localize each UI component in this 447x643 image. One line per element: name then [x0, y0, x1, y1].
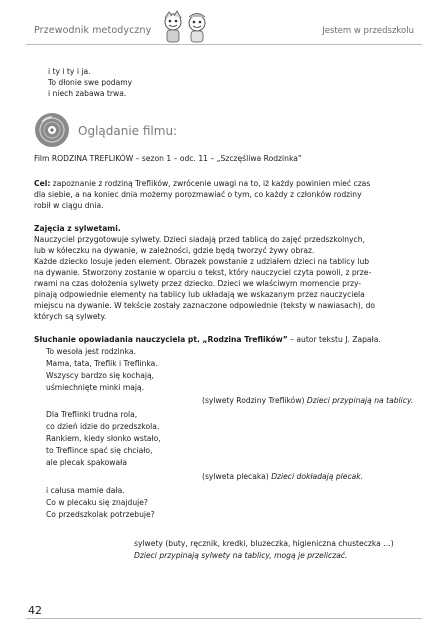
- poem-line: co dzień idzie do przedszkola.: [46, 422, 160, 431]
- goal-paragraph-line: dla siebie, a na koniec dnia możemy porozmawiać o tym, co każdy z członków rodziny: [34, 190, 362, 199]
- footer-divider: [26, 618, 422, 619]
- poem-note: [202, 472, 363, 482]
- activity-paragraph-line: lub w kółeczku na dywanie, w zależności, gdzie będą tworzyć żywy obraz.: [34, 246, 315, 255]
- film-disc-icon: [34, 112, 70, 148]
- header-book-title: Przewodnik metodyczny: [34, 25, 152, 36]
- poem-line: uśmiechnięte minki mają.: [46, 383, 145, 392]
- poem-line: to Treflince spać się chciało,: [46, 446, 153, 455]
- page-header: [26, 14, 422, 45]
- story-author: – autor tekstu J. Zapała.: [287, 335, 381, 344]
- goal-label: Cel:: [34, 179, 51, 188]
- activity-paragraph-line: miejscu na dywanie. W tekście zostały zaznaczone odpowiednie (teksty w nawiasach), do: [34, 301, 376, 310]
- page-number: 42: [28, 604, 42, 617]
- header-chapter-title: Jestem w przedszkolu: [322, 26, 414, 36]
- poem-line: Dla Treflinki trudna rola,: [46, 410, 138, 419]
- film-episode-line: Film RODZINA TREFLIKÓW – sezon 1 – odc. 11 – „Szczęśliwa Rodzinka”: [34, 154, 302, 163]
- poem-line: Co przedszkolak potrzebuje?: [46, 510, 155, 519]
- poem-line: Mama, tata, Treflik i Treflinka.: [46, 359, 158, 368]
- poem-note-italic: Dzieci przypinają sylwety na tablicy, mogą je przeliczać.: [134, 551, 348, 560]
- activity-paragraph-line: których są sylwety.: [34, 312, 107, 321]
- goal-text: zapoznanie z rodziną Treflików, zwrócenie uwagi na to, iż każdy powinien mieć czas: [50, 179, 371, 188]
- intro-line: i niech zabawa trwa.: [48, 89, 127, 98]
- intro-line: To dłonie swe podamy: [48, 78, 133, 87]
- poem-line: i całusa mamie dała.: [46, 486, 125, 495]
- intro-line: i ty i ty i ja.: [48, 67, 91, 76]
- activity-heading: Zajęcia z sylwetami.: [34, 224, 121, 233]
- poem-line: Co w plecaku się znajduje?: [46, 498, 148, 507]
- poem-note: sylwety (buty, ręcznik, kredki, bluzeczka, higieniczna chusteczka …): [134, 539, 394, 548]
- activity-paragraph-line: rwami na czas dołożenia sylwety przez dziecko. Dzieci we właściwym momencie przy-: [34, 279, 362, 288]
- goal-paragraph-line: robił w ciągu dnia.: [34, 201, 104, 210]
- poem-note-italic: Dzieci przypinają na tablicy.: [306, 396, 414, 405]
- poem-line: To wesoła jest rodzinka.: [46, 347, 136, 356]
- activity-paragraph-line: pinają odpowiednie elementy na tablicy lub układają we wskazanym przez nauczyciela: [34, 290, 365, 299]
- poem-line: Wszyscy bardzo się kochają,: [46, 371, 155, 380]
- poem-note-italic: Dzieci dokładają plecak.: [271, 472, 364, 481]
- poem-note-plain: (sylweta plecaka): [202, 472, 272, 481]
- story-heading: Słuchanie opowiadania nauczyciela pt. „Rodzina Treflików”: [34, 335, 288, 344]
- poem-line: Rankiem, kiedy słonko wstało,: [46, 434, 161, 443]
- poem-note-plain: (sylwety Rodziny Treflików): [202, 396, 307, 405]
- cartoon-characters-icon: [151, 8, 221, 48]
- section-title: Oglądanie filmu:: [78, 124, 178, 138]
- activity-paragraph-line: Każde dziecko losuje jeden element. Obrazek powstanie z udziałem dzieci na tablicy lub: [34, 257, 370, 266]
- goal-paragraph-line: [34, 179, 370, 189]
- poem-line: ale plecak spakowała: [46, 458, 127, 467]
- story-heading-line: [34, 335, 381, 345]
- activity-paragraph-line: na dywanie. Stworzony zostanie w oparciu o tekst, który nauczyciel czyta powoli, z prze-: [34, 268, 372, 277]
- poem-note: [202, 396, 413, 406]
- activity-paragraph-line: Nauczyciel przygotowuje sylwety. Dzieci siadają przed tablicą do zajęć przedszkolnych,: [34, 235, 365, 244]
